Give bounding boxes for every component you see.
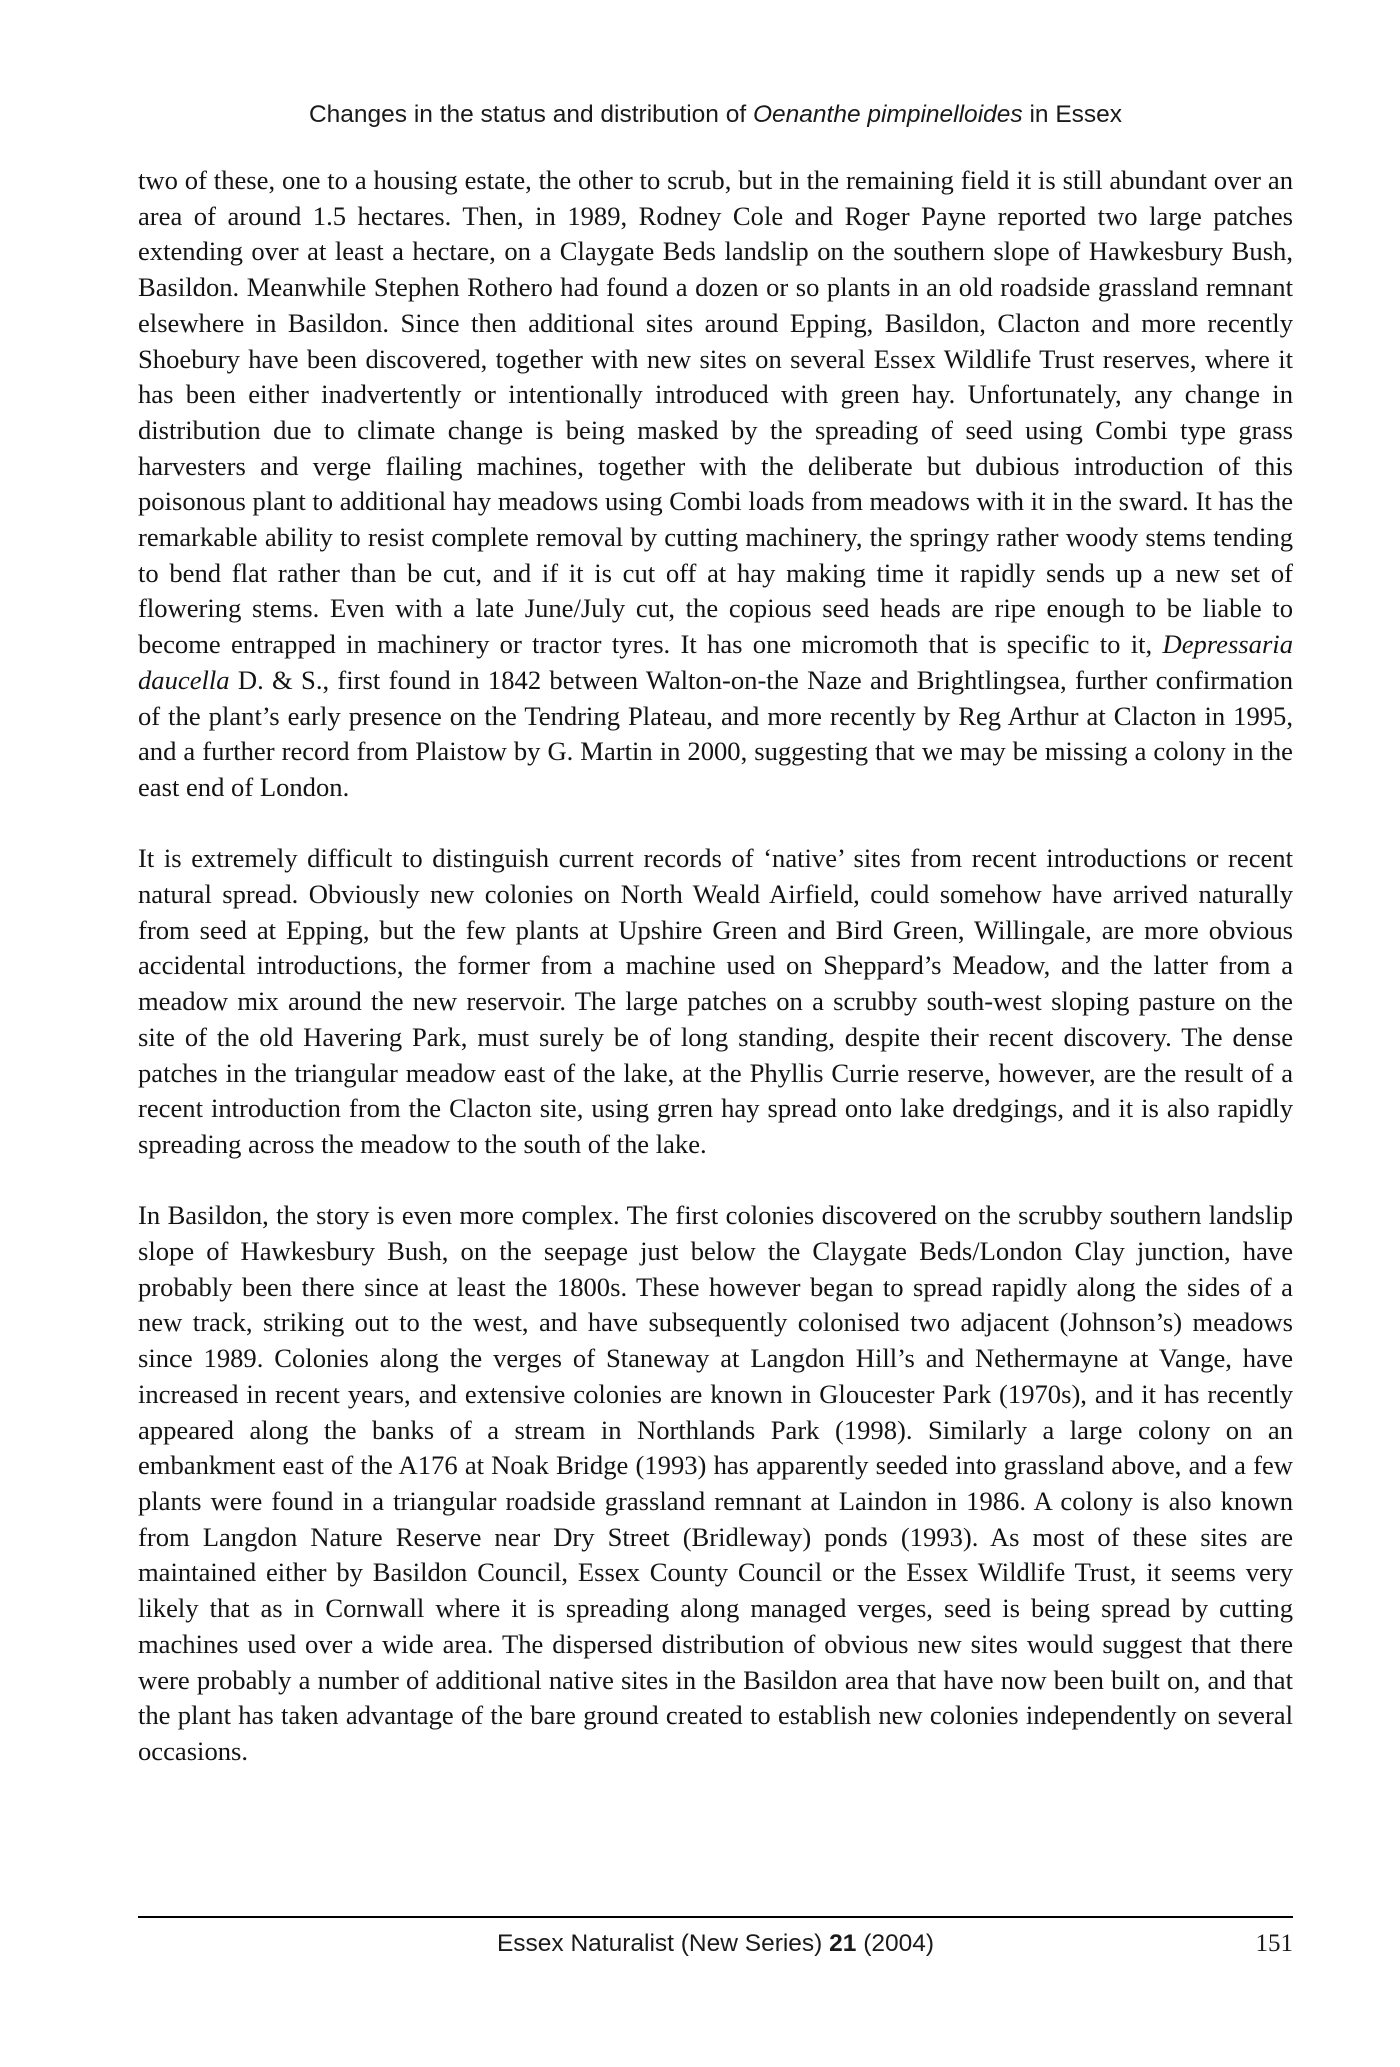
footer-year: (2004)	[856, 1930, 935, 1957]
footer-journal-citation	[138, 1928, 1293, 1960]
article-body	[138, 163, 1293, 1805]
paragraph-1-text-a: two of these, one to a housing estate, the other to scrub, but in the remaining field it is still abundant over an area of around 1.5 hectares. Then, in 1989, Rodney Cole and Roger Payne reported two large patches extending over at least a hectare, on a Claygate Beds landslip on the southern slope of Hawkesbury Bush, Basildon. Meanwhile Stephen Rothero had found a dozen or so plants in an old roadside grassland remnant elsewhere in Basildon. Since then additional sites around Epping, Basildon, Clacton and more recently Shoebury have been discovered, together with new sites on several Essex Wildlife Trust reserves, where it has been either inadvertently or intentionally introduced with green hay. Unfortunately, any change in distribution due to climate change is being masked by the spreading of seed using Combi type grass harvesters and verge flailing machines, together with the deliberate but dubious introduction of this poisonous plant to additional hay meadows using Combi loads from meadows with it in the sward. It has the remarkable ability to resist complete removal by cutting machinery, the springy rather woody stems tending to bend flat rather than be cut, and if it is cut off at hay making time it rapidly sends up a new set of flowering stems. Even with a late June/July cut, the copious seed heads are ripe enough to be liable to become entrapped in machinery or tractor tyres. It has one micromoth that is specific to it,	[138, 165, 1293, 660]
footer-journal-name: Essex Naturalist (New Series)	[496, 1930, 830, 1957]
paragraph-2: It is extremely difficult to distinguish current records of ‘native’ sites from recent introductions or recent natural spread. Obviously new colonies on North Weald Airfield, could somehow have arrived naturally from seed at Epping, but the few plants at Upshire Green and Bird Green, Willingale, are more obvious accidental introductions, the former from a machine used on Sheppard’s Meadow, and the latter from a meadow mix around the new reservoir. The large patches on a scrubby south-west sloping pasture on the site of the old Havering Park, must surely be of long standing, despite their recent discovery. The dense patches in the triangular meadow east of the lake, at the Phyllis Currie reserve, however, are the result of a recent introduction from the Clacton site, using grren hay spread onto lake dredgings, and it is also rapidly spreading across the meadow to the south of the lake.	[138, 843, 1293, 1159]
paragraph-1	[138, 163, 1293, 806]
footer-volume: 21	[829, 1930, 857, 1957]
paragraph-1-text-b: D. & S., first found in 1842 between Walton-on-the Naze and Brightlingsea, further confirmation of the plant’s early presence on the Tendring Plateau, and more recently by Reg Arthur at Clacton in 1995, and a further record from Plaistow by G. Martin in 2000, suggesting that we may be missing a colony in the east end of London.	[138, 664, 1293, 802]
footer-rule	[138, 1916, 1293, 1918]
running-head-prefix: Changes in the status and distribution of	[308, 101, 753, 128]
micromoth-species-name: Depressaria daucella	[138, 629, 1293, 695]
running-head-species: Oenanthe pimpinelloides	[752, 101, 1023, 128]
running-head	[138, 100, 1293, 130]
paragraph-3: In Basildon, the story is even more complex. The first colonies discovered on the scrubby southern landslip slope of Hawkesbury Bush, on the seepage just below the Claygate Beds/London Clay junction, have probably been there since at least the 1800s. These however began to spread rapidly along the sides of a new track, striking out to the west, and have subsequently colonised two adjacent (Johnson’s) meadows since 1989. Colonies along the verges of Staneway at Langdon Hill’s and Nethermayne at Vange, have increased in recent years, and extensive colonies are known in Gloucester Park (1970s), and it has recently appeared along the banks of a stream in Northlands Park (1998). Similarly a large colony on an embankment east of the A176 at Noak Bridge (1993) has apparently seeded into grassland above, and a few plants were found in a triangular roadside grassland remnant at Laindon in 1986. A colony is also known from Langdon Nature Reserve near Dry Street (Bridleway) ponds (1993). As most of these sites are maintained either by Basildon Council, Essex County Council or the Essex Wildlife Trust, it seems very likely that as in Cornwall where it is spreading along managed verges, seed is being spread by cutting machines used over a wide area. The dispersed distribution of obvious new sites would suggest that there were probably a number of additional native sites in the Basildon area that have now been built on, and that the plant has taken advantage of the bare ground created to establish new colonies independently on several occasions.	[138, 1200, 1293, 1766]
running-head-suffix: in Essex	[1022, 101, 1123, 128]
page-number: 151	[1255, 1930, 1293, 1957]
page-footer	[138, 1928, 1293, 1960]
